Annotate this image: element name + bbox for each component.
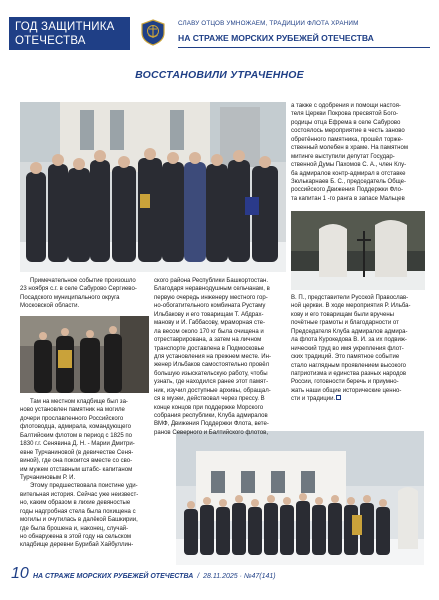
text-line: Благодаря неравнодушным сельчанам, в bbox=[154, 286, 270, 293]
text-line: Зюлькарнаев Б. С., председатель Обще- bbox=[291, 178, 407, 185]
text-line: а также с одобрения и помощи настоя- bbox=[291, 103, 401, 109]
text-line: ник, изучил доступные архивы, обращал- bbox=[154, 387, 271, 394]
text-line: 23 ноября с.г. в селе Сабурово Сергиево- bbox=[20, 286, 137, 293]
text-line: ских традиций. Это памятное событие bbox=[291, 354, 400, 361]
article-column-intro bbox=[20, 277, 149, 311]
end-of-article-icon bbox=[336, 395, 341, 400]
text-line: собрания республики, Клуба адмиралов bbox=[154, 413, 268, 419]
navy-emblem-icon bbox=[140, 19, 166, 46]
footer-separator: / bbox=[197, 573, 200, 580]
text-line: отреставрирована, а затем на личном bbox=[154, 337, 262, 344]
text-line: дочери прославленного Российского bbox=[20, 415, 124, 422]
text-line: ба адмиралов контр-адмирал в отставке bbox=[291, 170, 406, 177]
text-line: могилы и очутилась в далёкой Башкирии, bbox=[20, 517, 138, 524]
text-line: ново установлен памятник на могиле bbox=[20, 407, 125, 414]
monument-snow-photo bbox=[291, 211, 425, 290]
text-line: Балтийским флотом в период с 1825 по bbox=[20, 432, 133, 439]
text-line: женер Ильбаков самостоятельно провёл bbox=[154, 362, 270, 369]
text-line: для установления на прежнем месте. Ин- bbox=[154, 353, 271, 360]
header-divider bbox=[178, 47, 430, 48]
article-column-right-bottom bbox=[291, 294, 425, 404]
text-line: теля Церкви Покрова пресвятой Бого- bbox=[291, 111, 399, 118]
text-line: кладбище деревни Бурибай Хайбуллин- bbox=[20, 542, 134, 549]
footer-newspaper-name: НА СТРАЖЕ МОРСКИХ РУБЕЖЕЙ ОТЕЧЕСТВА bbox=[33, 573, 194, 580]
article-column-right-top bbox=[291, 102, 425, 203]
text-line: патриотизма и единства разных народов bbox=[291, 370, 407, 377]
text-line: Посадского муниципального округа bbox=[20, 294, 120, 301]
text-line: узнать, где находился ранее этот памят- bbox=[154, 379, 269, 386]
article-column-middle bbox=[154, 277, 286, 437]
section-title-line1: ГОД ЗАЩИТНИКА bbox=[15, 21, 115, 33]
text-line: транспорте доставлена в Подмосковье bbox=[154, 345, 265, 352]
text-line: жать наши общие исторические ценно- bbox=[291, 387, 402, 394]
text-line: Председателя Клуба адмиралов адмира- bbox=[291, 328, 408, 335]
text-line: В. П., представители Русской Православ- bbox=[291, 295, 409, 301]
text-line: ной церкви. В ходе мероприятия Р. Ильба- bbox=[291, 303, 411, 310]
text-line: состоялось мероприятие в честь заново bbox=[291, 128, 405, 135]
text-line: митинге выступили депутат Государ- bbox=[291, 153, 395, 160]
text-line: но-обогатительного комбината Рустаму bbox=[154, 303, 266, 310]
section-title-line2: ОТЕЧЕСТВА bbox=[15, 35, 86, 47]
group-photo-at-monument bbox=[20, 102, 286, 272]
text-line: ственной Думы Пахомов С. А., член Клу- bbox=[291, 162, 407, 169]
text-line: ла флота Курокедова В. И. за их подвиж- bbox=[291, 337, 407, 344]
section-banner bbox=[9, 17, 130, 50]
text-line: ского района Республики Башкортостан. bbox=[154, 278, 269, 284]
text-line: годы надгробная стела была похищена с bbox=[20, 508, 136, 515]
text-line: ла весом около 170 кг была очищена и bbox=[154, 328, 264, 335]
text-line: Этому предшествовала поистине уди- bbox=[30, 483, 138, 490]
text-line: нический труд во имя укрепления флот- bbox=[291, 345, 404, 352]
text-line: большую изыскательскую работу, чтобы bbox=[154, 370, 268, 377]
text-line: Турчаниновым Р. И. bbox=[20, 474, 76, 481]
text-line: манову и И. Габбасову, мраморная сте- bbox=[154, 320, 266, 327]
text-line: ВМФ, Движения Поддержки Флота, вете- bbox=[154, 421, 269, 428]
clergy-service-photo bbox=[20, 316, 149, 393]
text-line: кову и его товарищам были вручены bbox=[291, 311, 395, 318]
text-line: первую очередь инженеру местного гор- bbox=[154, 294, 268, 301]
text-line: виной), где она покоится вместе со сво- bbox=[20, 458, 133, 465]
newspaper-name: НА СТРАЖЕ МОРСКИХ РУБЕЖЕЙ ОТЕЧЕСТВА bbox=[178, 33, 374, 43]
newspaper-slogan: СЛАВУ ОТЦОВ УМНОЖАЕМ, ТРАДИЦИИ ФЛОТА ХРАНИМ bbox=[178, 20, 359, 27]
text-line: ся в музеи, действовал через прессу. В bbox=[154, 396, 265, 403]
church-gathering-photo bbox=[176, 431, 424, 565]
text-line: ственный молебен в храме. На памятном bbox=[291, 145, 409, 152]
text-line: конце концов при поддержке Морского bbox=[154, 404, 264, 411]
text-line: Там на местном кладбище был за- bbox=[30, 399, 128, 405]
text-line: та капитан 1 -го ранга в запасе Мальцев bbox=[291, 195, 405, 202]
footer-line bbox=[33, 573, 276, 580]
text-line: почётные грамоты и благодарности от bbox=[291, 320, 399, 327]
text-line: стало наглядным проявлением высокого bbox=[291, 362, 407, 369]
text-line: российского Движения Поддержки Фло- bbox=[291, 187, 403, 194]
article-column-left bbox=[20, 398, 149, 550]
text-line: России, готовности беречь и приумно- bbox=[291, 379, 399, 386]
text-line: Ильбакову и его товарищам Т. Абдрах- bbox=[154, 311, 264, 318]
page-number: 10 bbox=[11, 565, 29, 582]
text-line: сти и традиции. bbox=[291, 396, 336, 403]
text-line: но, каким образом в лихие девяностые bbox=[20, 500, 131, 507]
footer-issue: 28.11.2025 · №47(141) bbox=[203, 573, 276, 580]
text-line: родицы отца Ефрема в селе Сабурово bbox=[291, 119, 401, 126]
text-line: где была брошена и, наконец, случай- bbox=[20, 525, 129, 532]
text-line-last bbox=[291, 395, 425, 403]
text-line: Примечательное событие произошло bbox=[30, 278, 136, 284]
text-line: но обнаружена в этой году на сельском bbox=[20, 534, 132, 540]
text-line: Московской области. bbox=[20, 303, 80, 310]
text-line: ранов Северного и Балтийского флотов, bbox=[154, 429, 269, 436]
text-line: вительная история. Сейчас уже неизвест- bbox=[20, 491, 139, 498]
text-line: обретённого памятника, прошёл торже- bbox=[291, 136, 403, 143]
text-line: евне Турчаниновой (в девичестве Сеня- bbox=[20, 449, 134, 456]
text-line: 1830 г.г. Сенявина Д. Н. - Марии Дмитри- bbox=[20, 441, 135, 448]
article-title: ВОССТАНОВИЛИ УТРАЧЕННОЕ bbox=[135, 69, 304, 81]
text-line: им мужем отставным штабс- капитаном bbox=[20, 466, 133, 473]
text-line: флотоводца, адмирала, командующего bbox=[20, 424, 131, 431]
